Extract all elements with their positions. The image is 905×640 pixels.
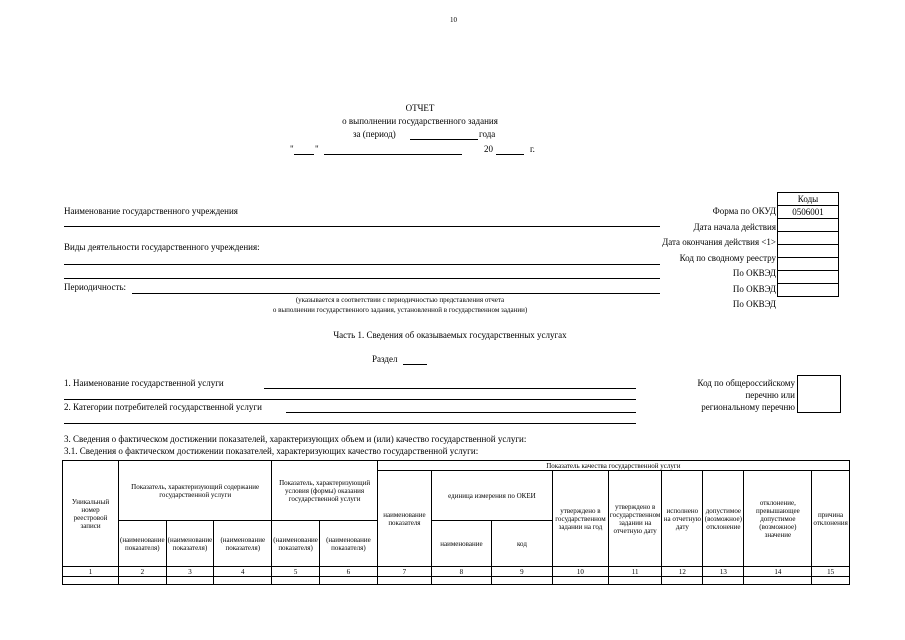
- label-okved-3: По ОКВЭД: [732, 299, 776, 309]
- col-number: 12: [662, 567, 703, 577]
- th-content: Показатель, характеризующий содержание государственной услуги: [119, 461, 272, 521]
- code-start-date[interactable]: [778, 219, 839, 232]
- code-okved-3[interactable]: [778, 284, 839, 297]
- table-cell[interactable]: [552, 577, 608, 585]
- section-label: Раздел: [372, 354, 398, 364]
- activity-line-2[interactable]: [64, 278, 660, 279]
- th-exceeding-deviation: отклонение, превышающее допустимое (возможное) значение: [744, 471, 812, 567]
- code-okved-1[interactable]: [778, 258, 839, 271]
- th-unique-number: Уникальный номер реестровой записи: [63, 461, 119, 567]
- col-number: 5: [272, 567, 320, 577]
- table-cell[interactable]: [272, 577, 320, 585]
- table-cell[interactable]: [431, 577, 491, 585]
- table-cell[interactable]: [744, 577, 812, 585]
- col-number: 8: [431, 567, 491, 577]
- registry-label-1: Код по общероссийскому: [697, 378, 795, 388]
- col-number: 6: [319, 567, 377, 577]
- table-cell[interactable]: [703, 577, 744, 585]
- col-number: 3: [166, 567, 214, 577]
- page-subtitle: о выполнении государственного задания: [342, 116, 498, 126]
- th-sub-indicator-c: (наименование показателя): [214, 521, 272, 567]
- service-name-line-1[interactable]: [264, 388, 636, 389]
- table-cell[interactable]: [319, 577, 377, 585]
- code-registry[interactable]: [778, 245, 839, 258]
- item3-label: 3. Сведения о фактическом достижении показателей, характеризующих объем и (или) качество государственной услуги:: [64, 434, 527, 444]
- periodicity-line[interactable]: [132, 293, 660, 294]
- th-conditions: Показатель, характеризующий условия (формы) оказания государственной услуги: [272, 461, 378, 521]
- consumers-line-2[interactable]: [64, 423, 636, 424]
- th-unit-code: код: [491, 521, 552, 567]
- label-registry: Код по сводному реестру: [679, 252, 776, 263]
- period-prefix: за (период): [353, 129, 396, 139]
- th-unit: единица измерения по ОКЕИ: [431, 471, 552, 521]
- page-title: ОТЧЕТ: [405, 103, 435, 113]
- th-allowed-deviation: допустимое (возможное) отклонение: [703, 471, 744, 567]
- activity-types-label: Виды деятельности государственного учреждения:: [64, 242, 260, 252]
- th-approved-date: утверждено в государственном задании на отчетную дату: [608, 471, 661, 567]
- th-reason: причина отклонения: [812, 471, 849, 567]
- item31-label: 3.1. Сведения о фактическом достижении показателей, характеризующих качество государственной услуги:: [64, 446, 479, 456]
- label-okud: Форма по ОКУД: [712, 206, 776, 216]
- quality-indicators-table: [62, 460, 850, 585]
- code-end-date[interactable]: [778, 232, 839, 245]
- institution-name-line[interactable]: [64, 226, 660, 227]
- registry-code-box[interactable]: [797, 375, 841, 413]
- activity-line-1[interactable]: [64, 264, 660, 265]
- col-number: 1: [63, 567, 119, 577]
- th-sub-indicator-b: (наименование показателя): [166, 521, 214, 567]
- period-suffix: года: [479, 129, 496, 139]
- col-number: 2: [119, 567, 167, 577]
- codes-labels: [662, 204, 776, 313]
- col-number: 4: [214, 567, 272, 577]
- table-cell[interactable]: [214, 577, 272, 585]
- section-line[interactable]: [403, 364, 427, 365]
- year-line[interactable]: [496, 154, 524, 155]
- table-cell[interactable]: [812, 577, 849, 585]
- registry-label-3: региональному перечню: [701, 402, 795, 412]
- th-unit-name: наименование: [431, 521, 491, 567]
- period-line[interactable]: [410, 139, 478, 140]
- month-line[interactable]: [324, 154, 462, 155]
- col-number: 15: [812, 567, 849, 577]
- page-number: 10: [450, 16, 457, 24]
- th-executed: исполнено на отчетную дату: [662, 471, 703, 567]
- th-quality: Показатель качества государственной услуги: [377, 461, 849, 471]
- col-number: 9: [491, 567, 552, 577]
- table-cell[interactable]: [166, 577, 214, 585]
- date-open-quote: ": [290, 144, 294, 154]
- periodicity-label: Периодичность:: [64, 282, 127, 292]
- periodicity-note-2: о выполнении государственного задания, установленной в государственном задании): [272, 306, 528, 314]
- th-approved-year: утверждено в государственном задании на год: [552, 471, 608, 567]
- year-prefix: 20: [484, 144, 493, 154]
- col-number: 7: [377, 567, 431, 577]
- date-close-quote: ": [315, 144, 319, 154]
- table-cell[interactable]: [377, 577, 431, 585]
- registry-label-2: перечню или: [745, 390, 795, 400]
- service-name-label: 1. Наименование государственной услуги: [64, 378, 224, 388]
- day-line[interactable]: [294, 154, 314, 155]
- codes-table: [777, 192, 839, 297]
- col-number: 11: [608, 567, 661, 577]
- table-cell[interactable]: [119, 577, 167, 585]
- service-name-line-2[interactable]: [64, 399, 636, 400]
- label-end-date: Дата окончания действия <1>: [662, 237, 776, 247]
- year-suffix: г.: [530, 144, 535, 154]
- th-sub-indicator-a: (наименование показателя): [119, 521, 167, 567]
- col-number: 10: [552, 567, 608, 577]
- periodicity-note-1: (указывается в соответствии с периодичностью представления отчета: [295, 296, 505, 304]
- institution-name-label: Наименование государственного учреждения: [64, 206, 238, 216]
- label-start-date: Дата начала действия: [693, 221, 776, 232]
- table-cell[interactable]: [608, 577, 661, 585]
- table-cell[interactable]: [491, 577, 552, 585]
- label-okved-2: По ОКВЭД: [732, 283, 776, 294]
- col-number: 14: [744, 567, 812, 577]
- th-sub-indicator-d: (наименование показателя): [272, 521, 320, 567]
- part-title: Часть 1. Сведения об оказываемых государственных услугах: [333, 330, 567, 340]
- consumers-line-1[interactable]: [286, 412, 636, 413]
- col-number: 13: [703, 567, 744, 577]
- consumers-label: 2. Категории потребителей государственной услуги: [64, 402, 262, 412]
- registry-code-labels: [698, 377, 795, 413]
- th-sub-indicator-e: (наименование показателя): [319, 521, 377, 567]
- th-indicator-name: наименование показателя: [377, 471, 431, 567]
- code-okud[interactable]: 0506001: [778, 206, 839, 219]
- codes-header: Коды: [778, 193, 839, 206]
- table-cell[interactable]: [662, 577, 703, 585]
- code-okved-2[interactable]: [778, 271, 839, 284]
- label-okved-1: По ОКВЭД: [732, 268, 776, 278]
- table-cell[interactable]: [63, 577, 119, 585]
